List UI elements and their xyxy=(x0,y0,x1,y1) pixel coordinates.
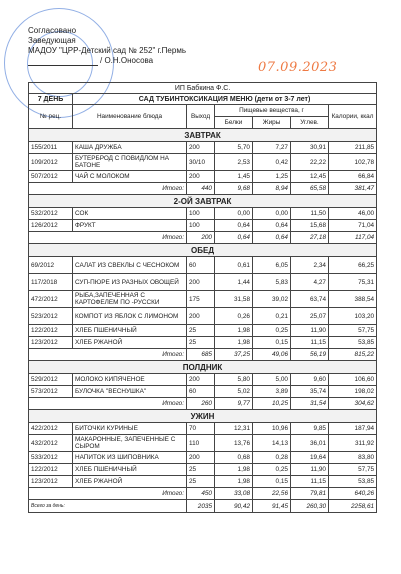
approved-label: Согласовано xyxy=(28,26,77,35)
protein-value: 0,61 xyxy=(215,257,253,274)
fat-value: 6,05 xyxy=(253,257,291,274)
dish-name: БУЛОЧКА "ВЕСНУШКА" xyxy=(73,386,187,398)
subtotal-row xyxy=(29,398,377,410)
protein-value: 1,44 xyxy=(215,274,253,291)
total-carbs: 260,30 xyxy=(291,500,329,513)
carbs-value: 9,85 xyxy=(291,423,329,435)
protein-value: 1,98 xyxy=(215,337,253,349)
col-header-rec: № рец. xyxy=(29,105,73,129)
fat-value: 0,15 xyxy=(253,476,291,488)
recipe-number: 532/2012 xyxy=(29,208,73,220)
section-title: УЖИН xyxy=(29,410,377,423)
table-row xyxy=(29,464,377,476)
subtotal-row xyxy=(29,183,377,195)
protein-value: 1,98 xyxy=(215,464,253,476)
fat-value: 0,15 xyxy=(253,337,291,349)
dish-name: НАПИТОК ИЗ ШИПОВНИКА xyxy=(73,452,187,464)
recipe-number: 117/2018 xyxy=(29,274,73,291)
protein-value: 5,02 xyxy=(215,386,253,398)
day-total-label: Всего за день: xyxy=(29,500,187,513)
carbs-value: 9,60 xyxy=(291,374,329,386)
portion: 200 xyxy=(187,171,215,183)
fat-value: 1,25 xyxy=(253,171,291,183)
subtotal-protein: 0,64 xyxy=(215,232,253,244)
day-label: 7 ДЕНЬ xyxy=(29,94,73,105)
protein-value: 1,98 xyxy=(215,476,253,488)
section-header xyxy=(29,129,377,142)
carbs-value: 25,07 xyxy=(291,308,329,325)
recipe-number: 123/2012 xyxy=(29,337,73,349)
carbs-value: 36,01 xyxy=(291,435,329,452)
calories-value: 71,04 xyxy=(329,220,377,232)
fat-value: 0,28 xyxy=(253,452,291,464)
recipe-number: 155/2011 xyxy=(29,142,73,154)
dish-name: ЧАЙ С МОЛОКОМ xyxy=(73,171,187,183)
subtotal-fat: 8,94 xyxy=(253,183,291,195)
subtotal-label: Итого: xyxy=(29,183,187,195)
table-row xyxy=(29,142,377,154)
subtotal-protein: 9,77 xyxy=(215,398,253,410)
subtotal-calories: 304,62 xyxy=(329,398,377,410)
protein-value: 5,70 xyxy=(215,142,253,154)
section-header xyxy=(29,361,377,374)
subtotal-calories: 640,26 xyxy=(329,488,377,500)
portion: 200 xyxy=(187,142,215,154)
portion: 70 xyxy=(187,423,215,435)
subtotal-portion: 440 xyxy=(187,183,215,195)
portion: 25 xyxy=(187,476,215,488)
subtotal-protein: 9,68 xyxy=(215,183,253,195)
carbs-value: 11,90 xyxy=(291,325,329,337)
dish-name: ХЛЕБ РЖАНОЙ xyxy=(73,476,187,488)
subtotal-calories: 117,04 xyxy=(329,232,377,244)
calories-value: 66,84 xyxy=(329,171,377,183)
fat-value: 0,25 xyxy=(253,464,291,476)
section-header xyxy=(29,195,377,208)
section-title: ОБЕД xyxy=(29,244,377,257)
subtotal-portion: 685 xyxy=(187,349,215,361)
subtotal-portion: 200 xyxy=(187,232,215,244)
carbs-value: 11,90 xyxy=(291,464,329,476)
dish-name: БИТОЧКИ КУРИНЫЕ xyxy=(73,423,187,435)
calories-value: 66,25 xyxy=(329,257,377,274)
subtotal-fat: 49,06 xyxy=(253,349,291,361)
recipe-number: 573/2012 xyxy=(29,386,73,398)
recipe-number: 472/2012 xyxy=(29,291,73,308)
section-title: ПОЛДНИК xyxy=(29,361,377,374)
recipe-number: 109/2012 xyxy=(29,154,73,171)
section-header xyxy=(29,244,377,257)
subtotal-carbs: 79,81 xyxy=(291,488,329,500)
subtotal-label: Итого: xyxy=(29,232,187,244)
recipe-number: 533/2012 xyxy=(29,452,73,464)
carbs-value: 35,74 xyxy=(291,386,329,398)
table-row xyxy=(29,423,377,435)
col-header-nutrients: Пищевые вещества, г xyxy=(215,105,329,117)
dish-name: СОК xyxy=(73,208,187,220)
portion: 100 xyxy=(187,208,215,220)
portion: 25 xyxy=(187,337,215,349)
dish-name: ХЛЕБ ПШЕНИЧНЫЙ xyxy=(73,325,187,337)
recipe-number: 529/2012 xyxy=(29,374,73,386)
calories-value: 198,02 xyxy=(329,386,377,398)
handwritten-date: 07.09.2023 xyxy=(258,60,338,75)
table-row xyxy=(29,274,377,291)
carbs-value: 11,15 xyxy=(291,337,329,349)
subtotal-portion: 450 xyxy=(187,488,215,500)
dish-name: РЫБА,ЗАПЕЧЕННАЯ С КАРТОФЕЛЕМ ПО -РУССКИ xyxy=(73,291,187,308)
table-row xyxy=(29,171,377,183)
day-total-row xyxy=(29,500,377,513)
fat-value: 3,89 xyxy=(253,386,291,398)
org-label: МАДОУ "ЦРР-Детский сад № 252" г.Пермь xyxy=(28,46,186,55)
fat-value: 39,02 xyxy=(253,291,291,308)
portion: 200 xyxy=(187,308,215,325)
portion: 200 xyxy=(187,374,215,386)
dish-name: КОМПОТ ИЗ ЯБЛОК С ЛИМОНОМ xyxy=(73,308,187,325)
dish-name: КАША ДРУЖБА xyxy=(73,142,187,154)
total-fat: 91,45 xyxy=(253,500,291,513)
subtotal-carbs: 27,18 xyxy=(291,232,329,244)
calories-value: 211,85 xyxy=(329,142,377,154)
menu-table xyxy=(28,82,377,513)
calories-value: 311,92 xyxy=(329,435,377,452)
table-row xyxy=(29,154,377,171)
fat-value: 0,64 xyxy=(253,220,291,232)
approval-block xyxy=(28,26,186,66)
protein-value: 1,98 xyxy=(215,325,253,337)
col-header-protein: Белки xyxy=(215,117,253,129)
table-row xyxy=(29,476,377,488)
signature-line xyxy=(28,65,98,66)
subtotal-portion: 260 xyxy=(187,398,215,410)
table-row xyxy=(29,208,377,220)
calories-value: 57,75 xyxy=(329,464,377,476)
protein-value: 0,64 xyxy=(215,220,253,232)
subtotal-carbs: 31,54 xyxy=(291,398,329,410)
table-row xyxy=(29,386,377,398)
subtotal-protein: 33,08 xyxy=(215,488,253,500)
subtotal-row xyxy=(29,488,377,500)
subtotal-fat: 0,64 xyxy=(253,232,291,244)
table-row xyxy=(29,325,377,337)
protein-value: 13,76 xyxy=(215,435,253,452)
subtotal-row xyxy=(29,232,377,244)
fat-value: 0,21 xyxy=(253,308,291,325)
recipe-number: 126/2012 xyxy=(29,220,73,232)
carbs-value: 11,50 xyxy=(291,208,329,220)
table-row xyxy=(29,257,377,274)
portion: 200 xyxy=(187,274,215,291)
col-header-fat: Жиры xyxy=(253,117,291,129)
recipe-number: 123/2012 xyxy=(29,476,73,488)
subtotal-calories: 381,47 xyxy=(329,183,377,195)
dish-name: СУП-ПЮРЕ ИЗ РАЗНЫХ ОВОЩЕЙ xyxy=(73,274,187,291)
carbs-value: 2,34 xyxy=(291,257,329,274)
calories-value: 46,00 xyxy=(329,208,377,220)
protein-value: 0,00 xyxy=(215,208,253,220)
fat-value: 5,00 xyxy=(253,374,291,386)
calories-value: 53,85 xyxy=(329,337,377,349)
dish-name: ХЛЕБ РЖАНОЙ xyxy=(73,337,187,349)
portion: 25 xyxy=(187,325,215,337)
table-row xyxy=(29,220,377,232)
subtotal-label: Итого: xyxy=(29,488,187,500)
subtotal-protein: 37,25 xyxy=(215,349,253,361)
subtotal-carbs: 56,19 xyxy=(291,349,329,361)
dish-name: МОЛОКО КИПЯЧЕНОЕ xyxy=(73,374,187,386)
portion: 200 xyxy=(187,452,215,464)
recipe-number: 523/2012 xyxy=(29,308,73,325)
subtotal-label: Итого: xyxy=(29,349,187,361)
portion: 30/10 xyxy=(187,154,215,171)
calories-value: 57,75 xyxy=(329,325,377,337)
recipe-number: 122/2012 xyxy=(29,464,73,476)
portion: 100 xyxy=(187,220,215,232)
calories-value: 75,31 xyxy=(329,274,377,291)
col-header-out: Выход xyxy=(187,105,215,129)
total-calories: 2258,61 xyxy=(329,500,377,513)
recipe-number: 122/2012 xyxy=(29,325,73,337)
signer-name: / О.Н.Оносова xyxy=(100,56,154,65)
fat-value: 0,00 xyxy=(253,208,291,220)
table-row xyxy=(29,291,377,308)
subtotal-label: Итого: xyxy=(29,398,187,410)
portion: 60 xyxy=(187,257,215,274)
calories-value: 102,78 xyxy=(329,154,377,171)
dish-name: ФРУКТ xyxy=(73,220,187,232)
carbs-value: 15,68 xyxy=(291,220,329,232)
portion: 25 xyxy=(187,464,215,476)
recipe-number: 507/2012 xyxy=(29,171,73,183)
calories-value: 388,54 xyxy=(329,291,377,308)
table-row xyxy=(29,374,377,386)
calories-value: 103,20 xyxy=(329,308,377,325)
subtotal-row xyxy=(29,349,377,361)
table-row xyxy=(29,308,377,325)
table-row xyxy=(29,435,377,452)
portion: 110 xyxy=(187,435,215,452)
dish-name: САЛАТ ИЗ СВЕКЛЫ С ЧЕСНОКОМ xyxy=(73,257,187,274)
protein-value: 1,45 xyxy=(215,171,253,183)
portion: 175 xyxy=(187,291,215,308)
recipe-number: 432/2012 xyxy=(29,435,73,452)
recipe-number: 422/2012 xyxy=(29,423,73,435)
subtotal-fat: 10,25 xyxy=(253,398,291,410)
dish-name: БУТЕРБРОД С ПОВИДЛОМ НА БАТОНЕ xyxy=(73,154,187,171)
dish-name: МАКАРОННЫЕ, ЗАПЕЧЕННЫЕ С СЫРОМ xyxy=(73,435,187,452)
org-name: ИП Бабкина Ф.С. xyxy=(29,83,377,94)
fat-value: 0,25 xyxy=(253,325,291,337)
fat-value: 5,83 xyxy=(253,274,291,291)
carbs-value: 12,45 xyxy=(291,171,329,183)
protein-value: 0,68 xyxy=(215,452,253,464)
carbs-value: 19,64 xyxy=(291,452,329,464)
protein-value: 5,80 xyxy=(215,374,253,386)
portion: 60 xyxy=(187,386,215,398)
section-title: ЗАВТРАК xyxy=(29,129,377,142)
calories-value: 106,60 xyxy=(329,374,377,386)
subtotal-fat: 22,56 xyxy=(253,488,291,500)
subtotal-calories: 815,22 xyxy=(329,349,377,361)
total-protein: 90,42 xyxy=(215,500,253,513)
table-row xyxy=(29,337,377,349)
section-title: 2-ОЙ ЗАВТРАК xyxy=(29,195,377,208)
protein-value: 2,53 xyxy=(215,154,253,171)
fat-value: 0,42 xyxy=(253,154,291,171)
col-header-carbs: Углев. xyxy=(291,117,329,129)
total-portion: 2035 xyxy=(187,500,215,513)
menu-title: САД ТУБИНТОКСИКАЦИЯ МЕНЮ (дети от 3-7 лет) xyxy=(73,94,377,105)
subtotal-carbs: 65,58 xyxy=(291,183,329,195)
position-label: Заведующая xyxy=(28,36,76,45)
calories-value: 53,85 xyxy=(329,476,377,488)
calories-value: 187,94 xyxy=(329,423,377,435)
fat-value: 10,96 xyxy=(253,423,291,435)
recipe-number: 69/2012 xyxy=(29,257,73,274)
carbs-value: 4,27 xyxy=(291,274,329,291)
protein-value: 12,31 xyxy=(215,423,253,435)
col-header-calories: Калории, ккал xyxy=(329,105,377,129)
section-header xyxy=(29,410,377,423)
fat-value: 14,13 xyxy=(253,435,291,452)
fat-value: 7,27 xyxy=(253,142,291,154)
carbs-value: 11,15 xyxy=(291,476,329,488)
protein-value: 0,26 xyxy=(215,308,253,325)
carbs-value: 22,22 xyxy=(291,154,329,171)
carbs-value: 30,91 xyxy=(291,142,329,154)
col-header-name: Наименование блюда xyxy=(73,105,187,129)
protein-value: 31,58 xyxy=(215,291,253,308)
table-row xyxy=(29,452,377,464)
dish-name: ХЛЕБ ПШЕНИЧНЫЙ xyxy=(73,464,187,476)
calories-value: 83,80 xyxy=(329,452,377,464)
carbs-value: 63,74 xyxy=(291,291,329,308)
